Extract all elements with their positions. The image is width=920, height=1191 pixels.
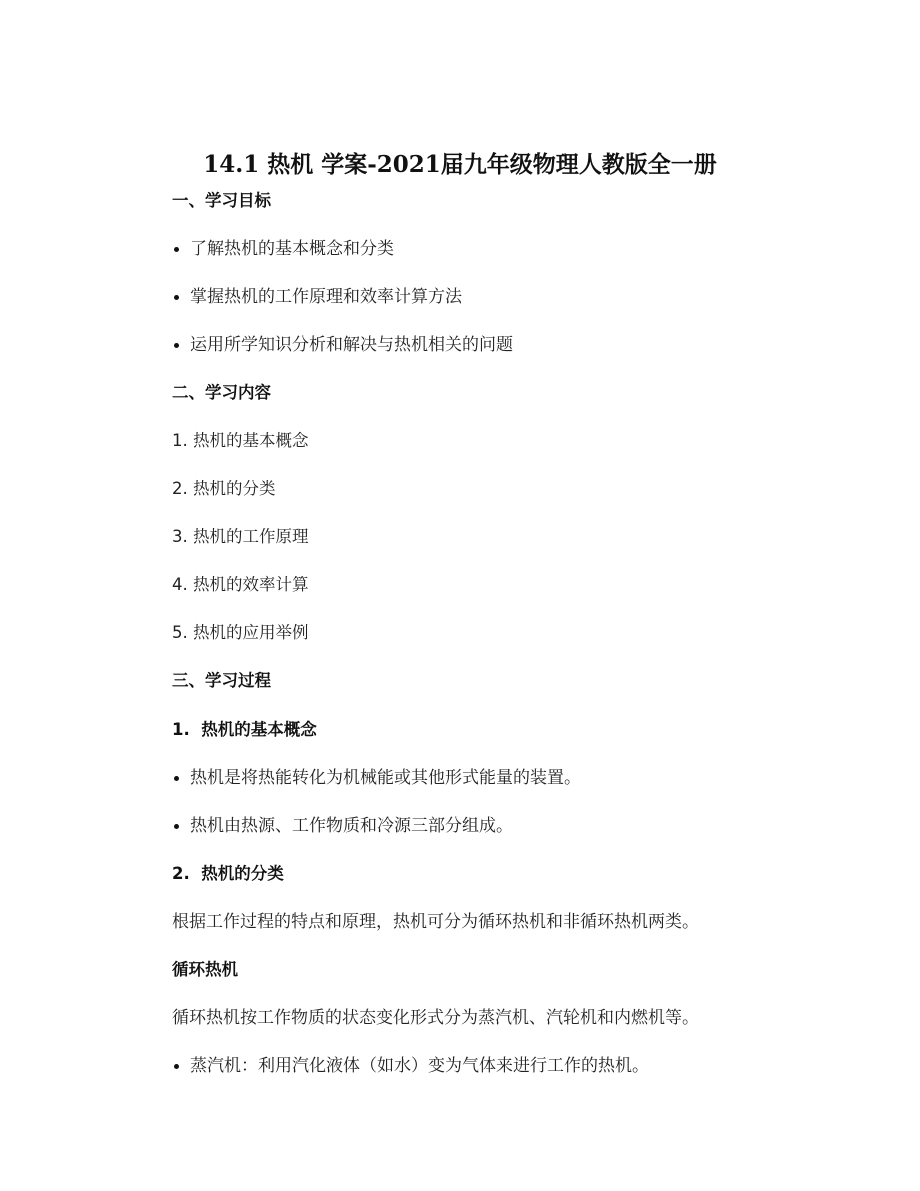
subsection-heading-classification: 2. 热机的分类	[172, 864, 284, 883]
bullet-icon	[172, 815, 190, 837]
list-item: 掌握热机的工作原理和效率计算方法	[172, 286, 462, 308]
list-item: 热机由热源、工作物质和冷源三部分组成。	[172, 815, 513, 837]
numbered-item: 5. 热机的应用举例	[172, 623, 309, 642]
paragraph: 根据工作过程的特点和原理，热机可分为循环热机和非循环热机两类。	[172, 912, 699, 932]
document-title: 14.1 热机 学案-2021届九年级物理人教版全一册	[203, 151, 717, 178]
cyclic-heat-engine-heading: 循环热机	[172, 960, 238, 979]
numbered-item: 4. 热机的效率计算	[172, 575, 309, 594]
bullet-icon	[172, 767, 190, 789]
bullet-icon	[172, 286, 190, 308]
subsection-heading-basic-concept: 1. 热机的基本概念	[172, 720, 317, 739]
bullet-icon	[172, 334, 190, 356]
paragraph: 循环热机按工作物质的状态变化形式分为蒸汽机、汽轮机和内燃机等。	[172, 1008, 699, 1028]
bullet-icon	[172, 1055, 190, 1077]
list-item: 了解热机的基本概念和分类	[172, 238, 394, 260]
numbered-item: 3. 热机的工作原理	[172, 527, 309, 546]
list-item: 蒸汽机：利用汽化液体（如水）变为气体来进行工作的热机。	[172, 1055, 649, 1077]
numbered-item: 1. 热机的基本概念	[172, 431, 309, 450]
list-item: 运用所学知识分析和解决与热机相关的问题	[172, 334, 513, 356]
bullet-icon	[172, 238, 190, 260]
numbered-item: 2. 热机的分类	[172, 479, 276, 498]
section-heading-process: 三、学习过程	[172, 671, 271, 690]
list-item: 热机是将热能转化为机械能或其他形式能量的装置。	[172, 767, 581, 789]
section-heading-goals: 一、学习目标	[172, 191, 271, 210]
section-heading-content: 二、学习内容	[172, 383, 271, 402]
